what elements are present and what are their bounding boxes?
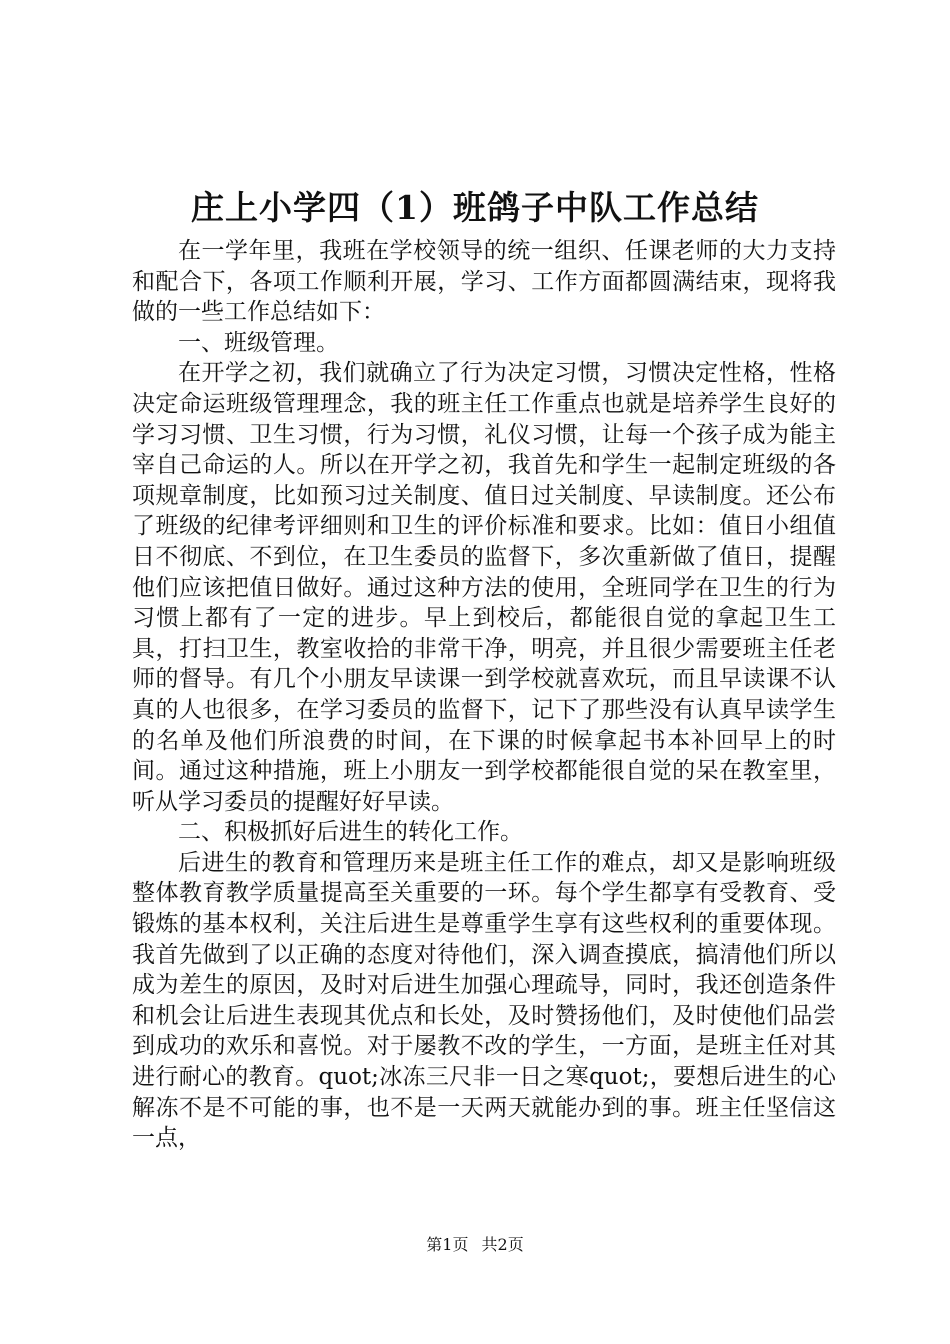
page-number-current: 第1页 (426, 1235, 469, 1254)
page-footer (0, 1234, 950, 1256)
section-heading-struggling-students: 二、积极抓好后进生的转化工作。 (178, 819, 523, 846)
document-title: 庄上小学四（1）班鸽子中队工作总结 (191, 188, 759, 227)
paragraph-struggling-students: 后进生的教育和管理历来是班主任工作的难点，却又是影响班级整体教育教学质量提高至关重要的一环。每个学生都享有受教育、受锻炼的基本权利，关注后进生是尊重学生享有这些权利的重要体现。我首先做到了以正确的态度对待他们，深入调查摸底，搞清他们所以成为差生的原因，及时对后进生加强心理疏导，同时，我还创造条件和机会让后进生表现其优点和长处，及时赞扬他们，及时使他们品尝到成功的欢乐和喜悦。对于屡教不改的学生，一方面，是班主任对其进行耐心的教育。quot;冰冻三尺非一日之寒quot;，要想后进生的心解冻不是不可能的事，也不是一天两天就能办到的事。班主任坚信这一点， (132, 849, 837, 1152)
paragraph-class-management: 在开学之初，我们就确立了行为决定习惯，习惯决定性格，性格决定命运班级管理理念，我的班主任工作重点也就是培养学生良好的学习习惯、卫生习惯，行为习惯，礼仪习惯，让每一个孩子成为能主宰自己命运的人。所以在开学之初，我首先和学生一起制定班级的各项规章制度，比如预习过关制度、值日过关制度、早读制度。还公布了班级的纪律考评细则和卫生的评价标准和要求。比如：值日小组值日不彻底、不到位，在卫生委员的监督下，多次重新做了值日，提醒他们应该把值日做好。通过这种方法的使用，全班同学在卫生的行为习惯上都有了一定的进步。早上到校后，都能很自觉的拿起卫生工具，打扫卫生，教室收拾的非常干净，明亮，并且很少需要班主任老师的督导。有几个小朋友早读课一到学校就喜欢玩，而且早读课不认真的人也很多，在学习委员的监督下，记下了那些没有认真早读学生的名单及他们所浪费的时间，在下课的时候拿起书本补回早上的时间。通过这种措施，班上小朋友一到学校都能很自觉的呆在教室里，听从学习委员的提醒好好早读。 (132, 360, 836, 815)
paragraph-intro: 在一学年里，我班在学校领导的统一组织、任课老师的大力支持和配合下，各项工作顺利开展，学习、工作方面都圆满结束，现将我做的一些工作总结如下： (132, 238, 836, 326)
section-heading-class-management: 一、班级管理。 (178, 329, 339, 356)
document-body (132, 236, 836, 1154)
page-number-total: 共2页 (481, 1235, 524, 1254)
